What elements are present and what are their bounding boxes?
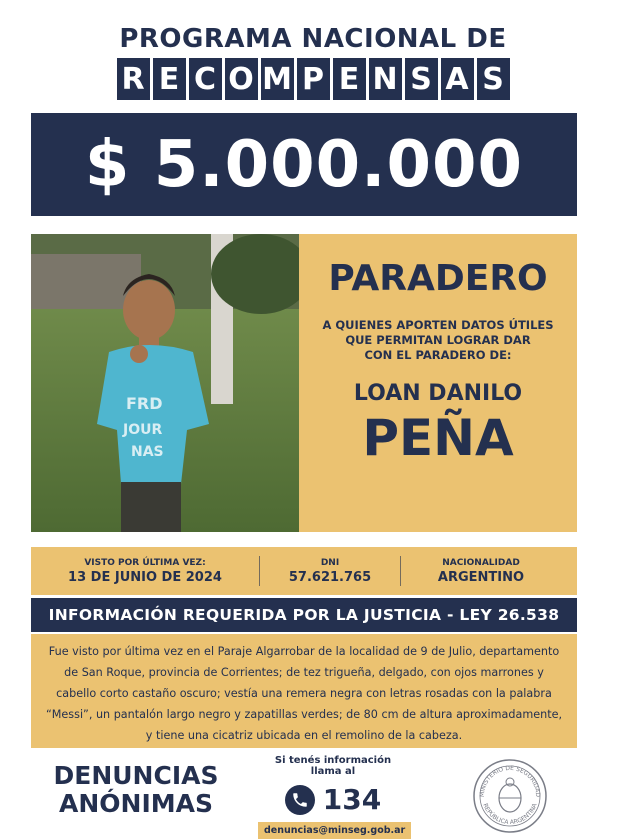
- description: Fue visto por última vez en el Paraje Algarrobar de la localidad de 9 de Julio, departamento de San Roque, provincia de Corrientes; de tez trigueña, delgado, con ojos marrones y cabello corto castaño oscuro; vestía una remera negra con letras rosadas con la palabra “Messi”, un pantalón largo negro y zapatillas verdes; de 80 cm de altura aproximadamente, y tiene una cicatriz ubicada en el remolino de la cabeza.: [31, 634, 577, 748]
- letter-tile: C: [189, 58, 222, 100]
- detail-label: DNI: [320, 557, 340, 568]
- divider: [400, 556, 401, 586]
- letter-tile: P: [297, 58, 330, 100]
- divider: [259, 556, 260, 586]
- last-seen-detail: [31, 558, 259, 585]
- letter-tile: E: [333, 58, 366, 100]
- letter-tile: N: [369, 58, 402, 100]
- last-name: PEÑA: [362, 409, 514, 467]
- svg-text:MINISTERIO DE SEGURIDAD: [479, 765, 541, 798]
- svg-text:REPÚBLICA ARGENTINA: [481, 802, 539, 826]
- first-names: LOAN DANILO: [353, 381, 523, 406]
- denuncias-line: ANÓNIMAS: [59, 789, 213, 818]
- detail-value: ARGENTINO: [437, 569, 525, 585]
- intro-line: QUE PERMITAN LOGRAR DAR: [345, 333, 531, 347]
- contact-block: [258, 755, 408, 839]
- call-instruction: Si tenés información llama al: [274, 755, 392, 777]
- phone-icon: [285, 785, 315, 815]
- svg-text:NAS: NAS: [131, 444, 164, 460]
- email-link[interactable]: denuncias@minseg.gob.ar: [258, 822, 411, 839]
- letter-tile: S: [405, 58, 438, 100]
- denuncias-anonimas: [31, 762, 241, 818]
- ministry-seal-icon: [472, 758, 548, 834]
- law-bar: INFORMACIÓN REQUERIDA POR LA JUSTICIA - LEY 26.538: [31, 598, 577, 632]
- detail-value: 13 DE JUNIO DE 2024: [68, 569, 222, 585]
- paradero-heading: PARADERO: [328, 258, 548, 299]
- intro-line: A QUIENES APORTEN DATOS ÚTILES: [322, 318, 554, 332]
- reward-amount: $ 5.000.000: [31, 113, 577, 216]
- letter-tile: S: [477, 58, 510, 100]
- recompensas-banner: [90, 58, 536, 100]
- missing-child-photo: [31, 234, 299, 532]
- detail-label: VISTO POR ÚLTIMA VEZ:: [84, 557, 206, 568]
- dni-detail: [260, 558, 400, 585]
- phone-row: [258, 783, 408, 816]
- letter-tile: A: [441, 58, 474, 100]
- seal-text-bottom: REPÚBLICA ARGENTINA: [481, 802, 539, 827]
- detail-value: 57.621.765: [288, 569, 372, 585]
- denuncias-line: DENUNCIAS: [53, 761, 219, 790]
- info-panel: [299, 234, 577, 532]
- letter-tile: O: [225, 58, 258, 100]
- program-title: PROGRAMA NACIONAL DE: [119, 24, 507, 54]
- details-bar: [31, 547, 577, 595]
- letter-tile: R: [117, 58, 150, 100]
- seal-text-top: MINISTERIO DE SEGURIDAD: [478, 764, 542, 798]
- detail-label: NACIONALIDAD: [442, 557, 520, 568]
- svg-text:FRD: FRD: [126, 394, 163, 413]
- phone-number[interactable]: 134: [322, 783, 382, 816]
- letter-tile: E: [153, 58, 186, 100]
- letter-tile: M: [261, 58, 294, 100]
- svg-text:JOUR: JOUR: [123, 422, 163, 438]
- intro-line: CON EL PARADERO DE:: [364, 348, 512, 362]
- intro-text: [299, 318, 577, 363]
- nationality-detail: [401, 558, 561, 585]
